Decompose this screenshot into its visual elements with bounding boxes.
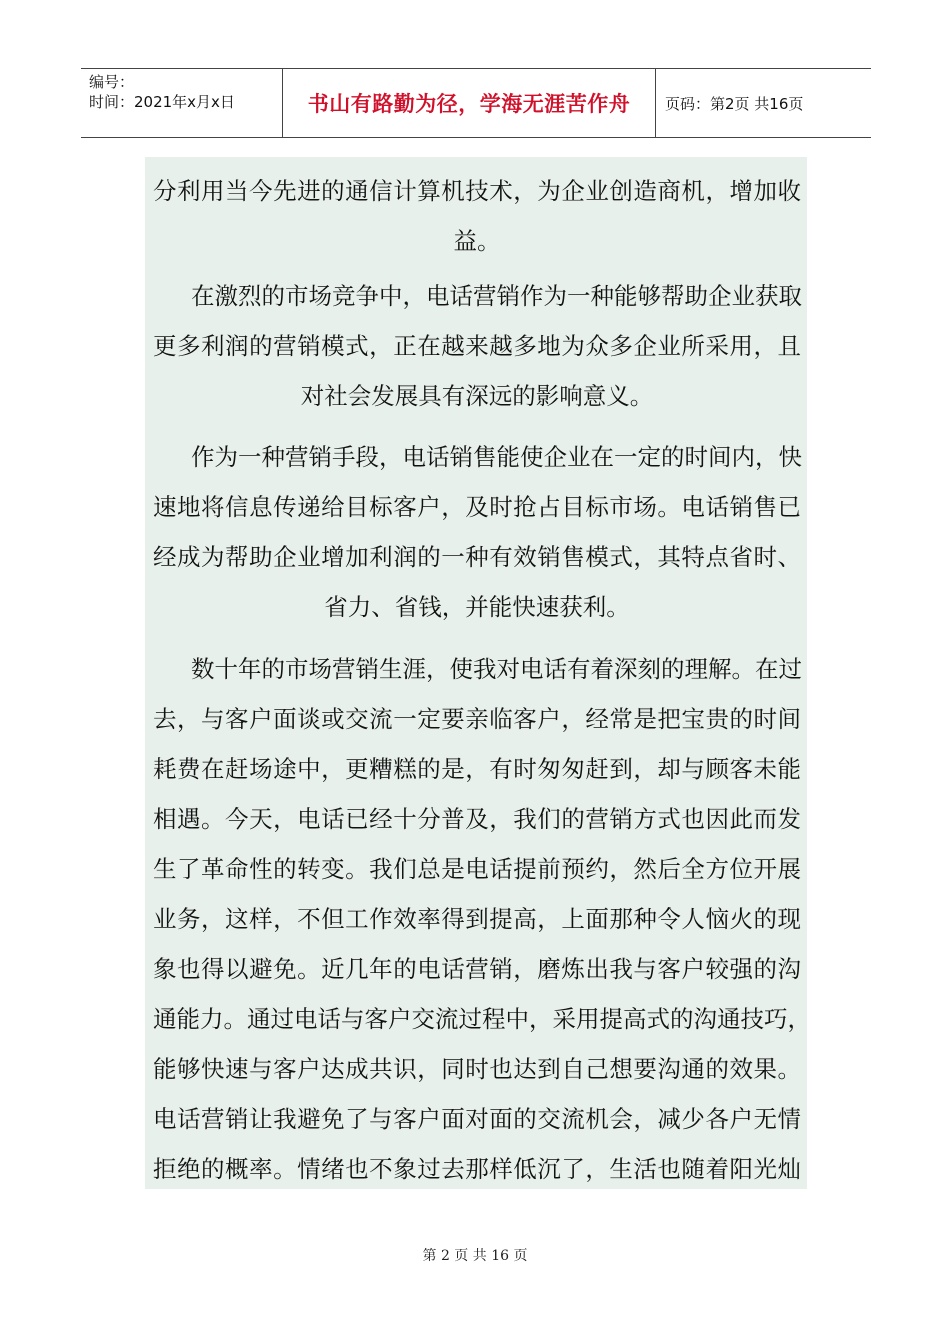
header-page-info: 页码：第2页 共16页 — [665, 94, 804, 113]
text-line: 作为一种营销手段，电话销售能使企业在一定的时间内，快 — [191, 443, 802, 471]
paragraph-4 — [153, 644, 811, 1194]
text-line: 对社会发展具有深远的影响意义。 — [300, 382, 654, 410]
header-meta — [81, 69, 281, 137]
text-line: 分利用当今先进的通信计算机技术，为企业创造商机，增加收 — [153, 177, 801, 205]
text-line: 耗费在赶场途中，更糟糕的是，有时匆匆赶到，却与顾客未能 — [153, 755, 801, 783]
text-line: 业务，这样，不但工作效率得到提高，上面那种令人恼火的现 — [153, 905, 801, 933]
text-line: 通能力。通过电话与客户交流过程中，采用提高式的沟通技巧， — [153, 1005, 811, 1033]
document-date-label: 时间：2021年x月x日 — [89, 93, 235, 111]
text-line: 在激烈的市场竞争中，电话营销作为一种能够帮助企业获取 — [191, 282, 802, 310]
text-line: 益。 — [453, 227, 501, 255]
page-footer: 第 2 页 共 16 页 — [422, 1248, 528, 1264]
paragraph-3 — [153, 432, 801, 632]
text-line: 能够快速与客户达成共识，同时也达到自己想要沟通的效果。 — [153, 1055, 801, 1083]
text-line: 电话营销让我避免了与客户面对面的交流机会，减少各户无情 — [153, 1105, 801, 1133]
text-line: 省力、省钱，并能快速获利。 — [324, 593, 630, 621]
text-line: 去，与客户面谈或交流一定要亲临客户，经常是把宝贵的时间 — [153, 705, 801, 733]
page-header — [81, 68, 871, 138]
text-line: 生了革命性的转变。我们总是电话提前预约，然后全方位开展 — [153, 855, 801, 883]
text-line: 更多利润的营销模式，正在越来越多地为众多企业所采用，且 — [153, 332, 801, 360]
header-motto: 书山有路勤为径，学海无涯苦作舟 — [307, 92, 631, 116]
header-page-cell — [655, 69, 871, 137]
text-line: 相遇。今天，电话已经十分普及，我们的营销方式也因此而发 — [153, 805, 801, 833]
text-line: 速地将信息传递给目标客户，及时抢占目标市场。电话销售已 — [153, 493, 801, 521]
paragraph-2 — [153, 271, 801, 421]
text-line: 象也得以避免。近几年的电话营销，磨炼出我与客户较强的沟 — [153, 955, 801, 983]
document-body — [145, 157, 811, 1189]
document-number-label: 编号： — [89, 73, 135, 91]
text-line: 经成为帮助企业增加利润的一种有效销售模式，其特点省时、 — [153, 543, 801, 571]
text-line: 拒绝的概率。情绪也不象过去那样低沉了，生活也随着阳光灿 — [153, 1155, 801, 1183]
header-motto-cell — [282, 69, 656, 137]
paragraph-1 — [153, 166, 801, 266]
text-line: 数十年的市场营销生涯，使我对电话有着深刻的理解。在过 — [191, 655, 802, 683]
